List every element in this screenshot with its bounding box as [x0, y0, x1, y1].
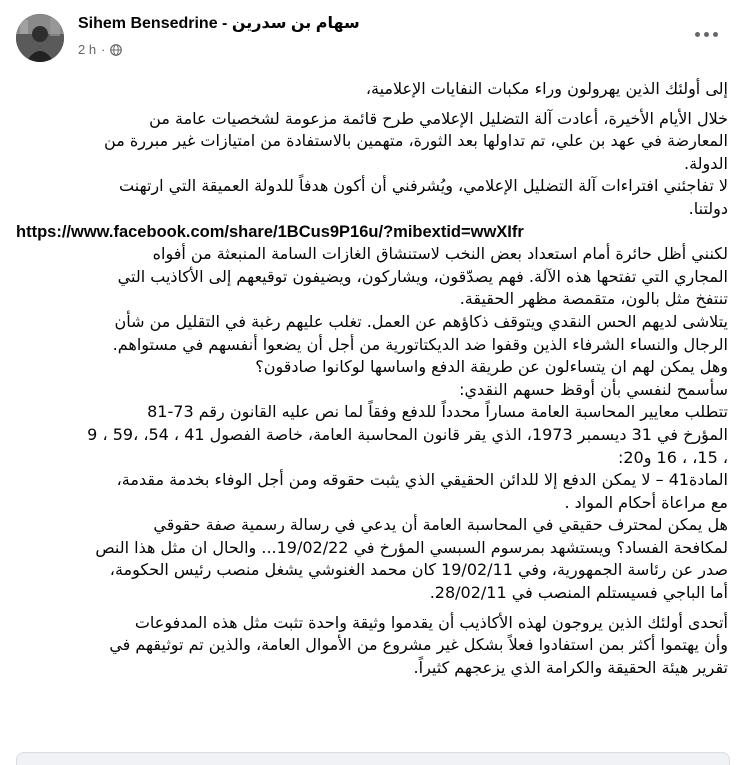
meta-separator: · — [101, 42, 106, 57]
post-line: يتلاشى لديهم الحس النقدي ويتوقف ذكاؤهم عن العمل. تغلب عليهم رغبة في التقليل من شأن — [114, 311, 728, 331]
link-preview-card[interactable] — [16, 752, 730, 765]
dot — [713, 32, 718, 37]
globe-icon[interactable] — [110, 44, 122, 56]
post-meta — [78, 42, 122, 57]
post-body — [16, 78, 728, 679]
post-line: لكنني أظل حائرة أمام استعداد بعض النخب لاستنشاق الغازات السامة المنبعثة من أفواه — [152, 244, 728, 264]
post-line: وأن يهتموا أكثر بمن استفادوا فعلاً بشكل غير مشروع من الأموال العامة، والذين تم توثيقهم في — [109, 635, 728, 655]
more-options-icon[interactable] — [691, 22, 721, 46]
author-avatar[interactable] — [16, 14, 64, 62]
post-line: ، 15، ، 16 و20: — [617, 447, 728, 467]
post-time[interactable]: 2 h — [78, 42, 97, 57]
post-line: المعارضة في عهد بن علي، تم تداولها بعد الثورة، متهمين بالاستفادة من امتيازات غير مبررة من — [104, 131, 728, 151]
post-line: المجاري التي تفتحها هذه الآلة. فهم يصدّقون، ويشاركون، ويضيفون توقيعهم إلى الأكاذيب التي — [117, 266, 728, 286]
post-line: سأسمح لنفسي بأن أوقظ حسهم النقدي: — [459, 379, 728, 399]
post-line: تنتفخ مثل بالون، متقمصة مظهر الحقيقة. — [459, 289, 728, 309]
link-line — [16, 221, 728, 244]
author-name[interactable]: Sihem Bensedrine - سهام بن سدرين — [78, 15, 360, 32]
post-line: صدر عن رئاسة الجمهورية، وفي 19/02/11 كان محمد الغنوشي يشغل منصب رئيس الحكومة، — [109, 560, 728, 580]
dot — [695, 32, 700, 37]
post-line: لمكافحة الفساد؟ ويستشهد بمرسوم السبسي المؤرخ في 19/02/22... والحال ان مثل هذا النص — [95, 537, 728, 557]
post-line: أما الباجي فسيستلم المنصب في 28/02/11. — [429, 583, 728, 603]
post-line: إلى أولئك الذين يهرولون وراء مكبات النفايات الإعلامية، — [365, 79, 728, 98]
avatar-image — [16, 14, 64, 62]
post-line: لا تفاجئني افتراءات آلة التضليل الإعلامي، ويُشرفني أن أكون هدفاً للدولة العميقة التي ارتهنت — [119, 176, 728, 196]
post-line: المؤرخ في 31 ديسمبر 1973، الذي يقر قانون المحاسبة العامة، خاصة الفصول 41 ، 54، ،59 ، 9 — [87, 424, 728, 444]
post-line: دولتنا. — [688, 198, 728, 218]
post-line: الدولة. — [684, 153, 728, 173]
dot — [704, 32, 709, 37]
post-line: وهل يمكن لهم ان يتساءلون عن طريقة الدفع واساسها لوكانوا صادقون؟ — [255, 357, 728, 377]
post-line: أتحدى أولئك الذين يروجون لهذه الأكاذيب أن يقدموا وثيقة واحدة تثبت مثل هذه المدفوعات — [134, 612, 728, 632]
post-line: هل يمكن لمحترف حقيقي في المحاسبة العامة أن يدعي في رسالة رسمية صفة حقوقي — [153, 515, 728, 535]
post-header — [0, 0, 743, 78]
post-line: الرجال والنساء الشرفاء الذين وقفوا ضد الديكتاتورية من أجل أن يضعوا أنفسهم في مستواهم. — [112, 334, 728, 354]
post-line: تقرير هيئة الحقيقة والكرامة الذي يزعجهم كثيراً. — [413, 657, 728, 677]
shared-link[interactable]: https://www.facebook.com/share/1BCus9P16u/?mibextid=wwXIfr — [16, 222, 524, 241]
post-line: خلال الأيام الأخيرة، أعادت آلة التضليل الإعلامي طرح قائمة مزعومة لشخصيات عامة من — [149, 108, 728, 128]
post-line: تتطلب معايير المحاسبة العامة مساراً محدداً للدفع وفقاً لما نص عليه القانون رقم 73-81 — [147, 402, 728, 422]
post-line: مع مراعاة أحكام المواد . — [564, 492, 728, 512]
post-line: المادة41 – لا يمكن الدفع إلا للدائن الحقيقي الذي يثبت حقوقه ومن أجل الوفاء بخدمة مقدمة، — [116, 470, 728, 490]
